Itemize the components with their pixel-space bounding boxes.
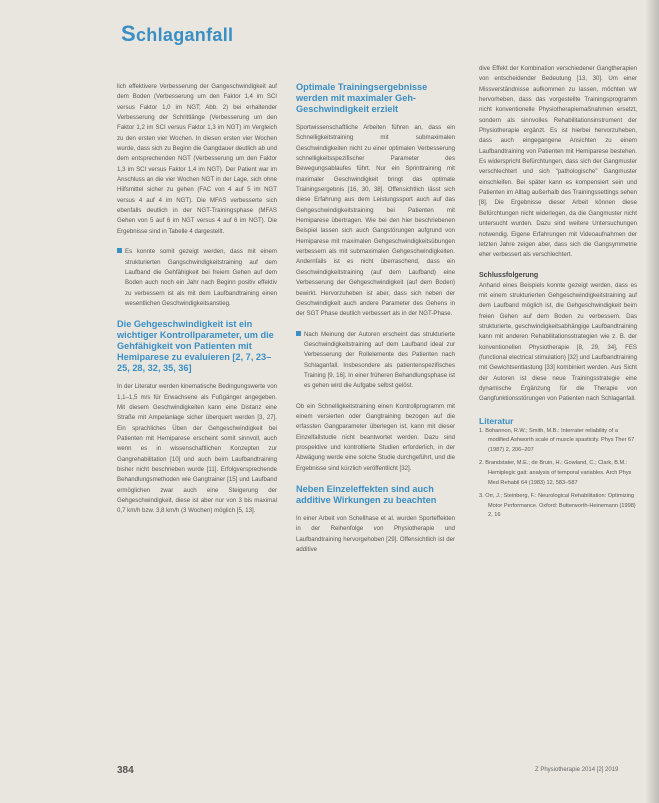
summary-bullet <box>117 247 277 309</box>
bullet-text: Nach Meinung der Autoren erscheint das strukturierte Geschwindigkeitstraining auf dem Laufband ideal zur Verbesserung der Rollelemente des Patienten nach Schlaganfall. Insbesondere als patientenspezifisches Training [9, 16]. In einer früheren Behandlungsphase ist es gehen wird die Aufgabe selbst gelöst. <box>304 330 455 390</box>
paragraph: In einer Arbeit von Schellhase et al. wurden Sporteffekten in der Reihenfolge von Physiotherapie und Laufbandtraining hervorgehoben [29]. Offensichtlich ist der additive <box>296 515 455 554</box>
literature-item: 2. Brandstater, M.E.; de Bruin, H.; Gowland, C.; Clark, B.M.: Hemiplegic gait: analysis of temporal variables. Arch Phys Med Rehabil 64 (1983) 12, 583–587 <box>479 460 632 486</box>
bullet-square-icon <box>117 248 122 253</box>
page-number: 384 <box>117 765 134 776</box>
paragraph: In der Literatur werden kinematische Bedingungswerte von 1,1–1,5 m/s für Erwachsene als Fußgänger angegeben. Mit diesem Geschwindigkeiten kann eine Distanz eine Straße mit Ampelanlage sicher überquert werden [3, 27]. Ein sprachliches Üben der Gehgeschwindigkeit bei Patienten mit Hemiparese erscheint somit sinnvoll, auch wenn es in wissenschaftlichen Konzepten zur Gangrehabilitation [10] und auch beim Laufbandtraining bisher nicht beschrieben wurde [11]. Erfolgversprechende Behandlungsmethoden wie Gangtrainer [15] und Laufband ermöglichen zwar auch eine Steigerung der Gehgeschwindigkeit, diese ist aber nur von 3 bis maximal 0,7 km/h bzw. 3,8 km/h (3 Wochen) möglich [5, 13]. <box>117 383 277 515</box>
title-rest: chlaganfall <box>135 25 234 45</box>
section-heading: Die Gehgeschwindigkeit ist ein wichtiger Kontrollparameter, um die Gehfähigkeit von Patienten mit Hemiparese zu evaluieren [2, 7, 23–25, 28, 32, 35, 36] <box>117 319 274 374</box>
text-column-1 <box>117 82 277 517</box>
paragraph: Sportwissenschaftliche Arbeiten führen an, dass ein Schnelligkeitstraining mit submaximalen Geschwindigkeiten nicht zu einer optimalen Verbesserung schnelligkeitsspezifischer Parameter des Bewegungsablaufes führt. Nur ein Sprinttraining mit maximaler Geschwindigkeit bringt das optimale Trainingsergebnis [16, 30, 38]. Offensichtlich lässt sich diese Erfahrung aus dem Leistungssport auch auf das Gehgeschwindigkeitstraining bei Patienten mit Hemiparese übertragen. Wie bei den hier beschriebenen Beispiel lassen sich auch Gangstörungen aufgrund von Hemiparese mit maximalen Gehgeschwindigkeitsübungen verbessern als mit submaximalen Gehgeschwindigkeiten. Andernfalls ist es nicht überraschend, dass ein Geschwindigkeitstraining (auf dem Laufband) eine Verbesserung der Gehgeschwindigkeit (auf dem Boden) bewirkt. Hervorzuheben ist aber, dass sich neben der Geschwindigkeit auch andere Parameter des Gehens in der SGT Phase deutlich verbessert als in der NGT-Phase. <box>296 124 455 318</box>
paragraph: Anhand eines Beispiels konnte gezeigt werden, dass es mit einem strukturierten Gehgeschwindigkeitstraining auf dem Laufband möglich ist, die Gehgeschwindigkeit beim freien Gehen auf dem Boden zu verbessern. Das strukturierte, geschwindigkeitsabhängige Laufbandtraining kann mit anderen Rehabilitationsstrategien wie z. B. der konventionellen Physiotherapie [8, 29, 34], FES (functional electrical stimulation) [32] und Laufbandtraining mit Gewichtsentlastung [33] kombiniert werden. Aus Sicht der Autoren ist diese neue Trainingsstrategie eine dynamische Ergänzung für die Therapie von Gangfunktionsstörungen von Patienten nach Schlaganfall. <box>479 281 637 403</box>
page-edge-shadow <box>645 0 659 803</box>
paragraph: Ob ein Schnelligkeitstraining einen Kontrollprogramm mit einem versierten oder Gangtraining bezogen auf die erfassten Gangparameter überlegen ist, kann mit dieser Einzelfallstudie nicht beantwortet werden. Dazu sind prospektive und kontrollierte Studien erforderlich, in der Abwägung werde eine solche Studie durchgeführt, und die Ergebnisse sind kürzlich veröffentlicht [32]. <box>296 402 455 472</box>
bullet-square-icon <box>296 331 301 336</box>
paragraph: lich effektivere Verbesserung der Gangeschwindigkeit auf dem Boden (Verbesserung um den Faktor 1,4 im SCI versus Faktor 1,0 im NGT; Abb. 2) bei erhaltender Verbesserung der Schrittlänge (Verbesserung um den Faktor 1,2 im SCI versus Faktor 1,3 im NGT) im Vergleich zu den ersten vier Wochen. In diesen ersten vier Wochen wurde, dass sich zu Beginn die Gangdauer deutlich ab und dem entsprechenden NGT (Verbesserung um den Faktor 1,3 im SCI versus Faktor 1,4 im NGT). Der Patient war im Anschluss an die vier Wochen NGT in der Lage, sich ohne Hilfsmittel sicher zu gehen (FAC von 4 auf 5 im NGT versus 4 auf 4 im NGT). Die MFAS verbesserte sich ebenfalls deutlich in der NGT-Trainingsphase (MFAS Gehen von 5 auf 6 im NGT versus 4 auf 6 im NGT). Die Ergebnisse sind in Tabelle 4 dargestellt. <box>117 83 277 235</box>
literature-item: 3. Orr, J.; Steinberg, F.: Neurological Rehabilitation: Optimizing Motor Performance. Oxford: Butterworth-Heinemann (1998) 2, 16 <box>479 493 636 519</box>
text-column-2 <box>296 82 455 555</box>
section-heading: Optimale Trainingsergebnisse werden mit maximaler Geh-Geschwindigkeit erzielt <box>296 82 428 114</box>
section-heading: Schlussfolgerung <box>479 271 539 279</box>
text-column-3 <box>479 64 637 525</box>
page-title <box>121 21 233 47</box>
literature-heading: Literatur <box>479 415 514 426</box>
title-initial: S <box>121 21 136 46</box>
summary-bullet <box>296 330 455 392</box>
paragraph: dive Effekt der Kombination verschiedener Gangtherapien von entscheidender Bedeutung [13, 30]. Um einer Missverständnisse aufkommen zu lassen, möchten wir hervorheben, dass das vorgestellte Trainingsprogramm nicht konventionelle Physiotherapiemaßnahmen ersetzt, sondern als sinnvolles Rehabilitationsinstrument der Physiotherapie ergänzt. Es ist hierbei hervorzuheben, dass auch eingegangene Ansichten zu einem Laufbandtraining von Patienten mit Hemiparese bestehen. Es widerspricht Befürchtungen, dass sich der Gangmuster verschlechtert und sich "pathologische" Gangmuster einschleifen. Bei später kann es kompensiert sein und Patienten im Alltag außerhalb des Trainingssettings sehen [8]. Die Ergebnisse dieser Arbeit können diese Befürchtungen nicht widerlegen, da die Gangmuster nicht untersucht wurden. Dazu sind weitere Untersuchungen notwendig. Eigene Erfahrungen mit Videoaufnahmen der letzten Jahre zeigen aber, dass sich die Gangsymmetrie eher verbessert als verschlechtert. <box>479 65 637 259</box>
journal-footer: Z Physiotherapie 2014 [2] 2019 <box>535 767 619 773</box>
section-heading: Neben Einzeleffekten sind auch additive Wirkungen zu beachten <box>296 484 437 505</box>
bullet-text: Es konnte somit gezeigt werden, dass mit einem strukturierten Gangschwindigkeitstraining auf dem Laufband die Gehfähigkeit bei freiem Gehen auf dem Boden auch noch ein Jahr nach Beginn positiv effektiv zu verbessern ist als mit dem Laufbandtraining einen wesentlichen Geschwindigkeitsanstieg. <box>125 248 277 307</box>
literature-item: 1. Bohannon, R.W.; Smith, M.B.: Interrater reliability of a modified Ashworth scale of muscle spasticity. Phys Ther 67 (1987) 2, 206–207 <box>479 427 635 453</box>
